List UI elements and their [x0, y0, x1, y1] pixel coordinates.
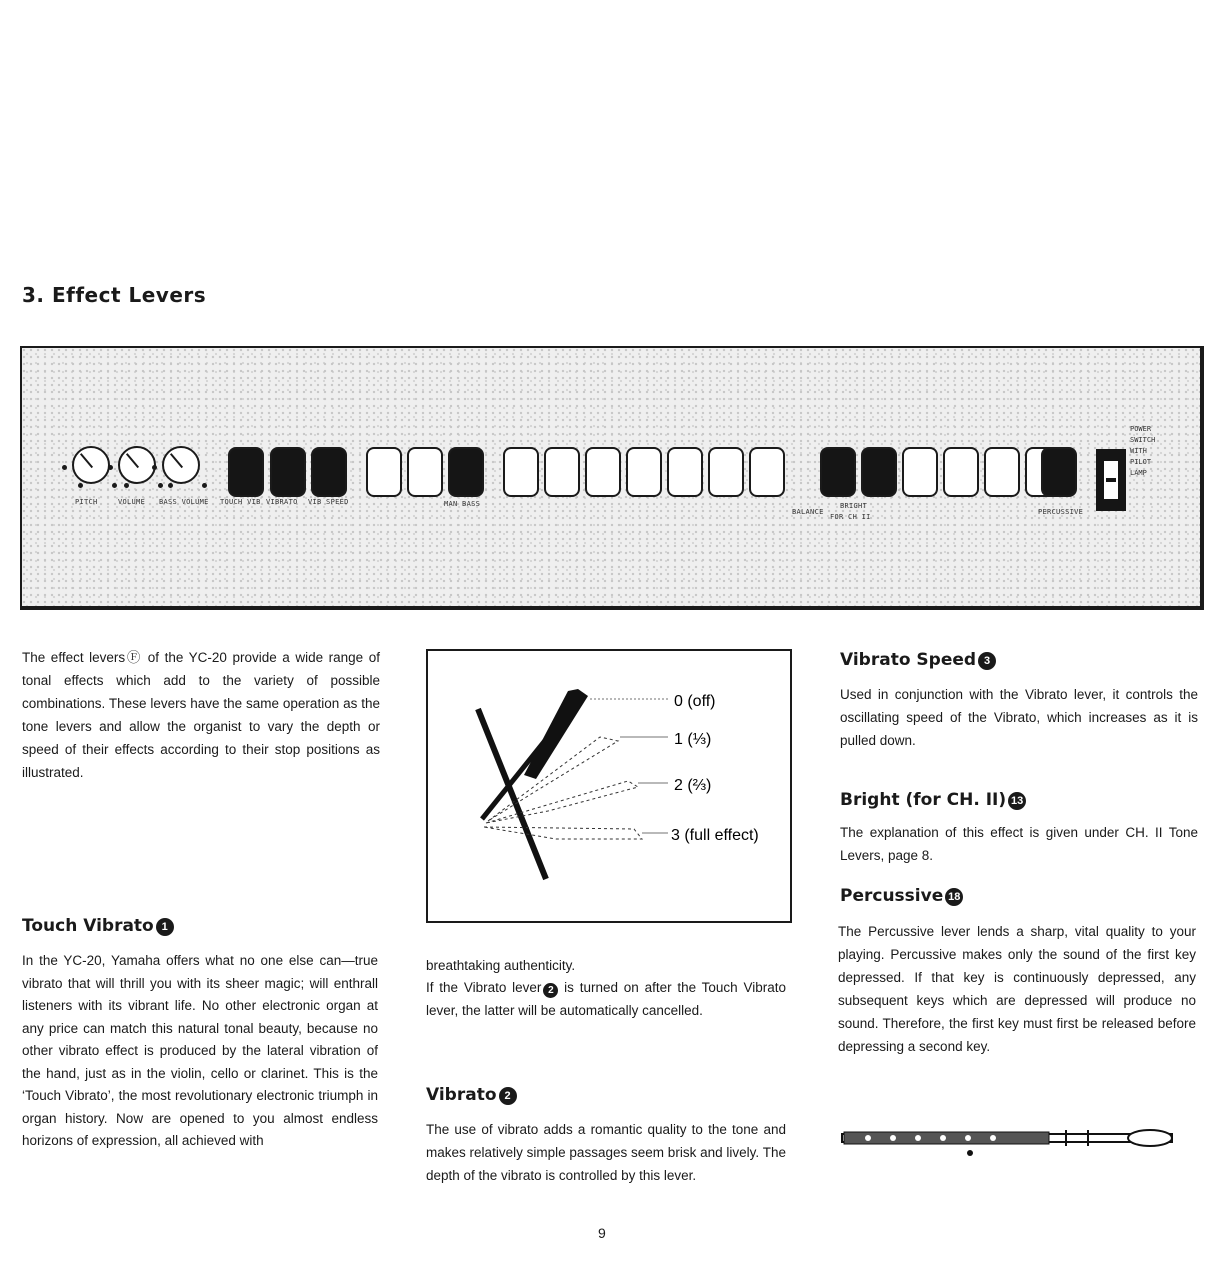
effect-lever	[503, 447, 539, 497]
flute-illustration	[838, 1124, 1178, 1160]
knob-pointer	[80, 453, 93, 468]
lever-ghost-3	[484, 827, 642, 839]
number-badge: 13	[1008, 792, 1026, 810]
effect-lever	[861, 447, 897, 497]
effect-lever	[943, 447, 979, 497]
label-pitch: PITCH	[75, 498, 98, 506]
effect-lever	[544, 447, 580, 497]
vibrato-speed-heading	[840, 650, 996, 670]
label-volume: VOLUME	[118, 498, 146, 506]
note-text-end: is turned on after the Touch Vibrato lever, the latter will be automatically cancelled.	[426, 980, 787, 1018]
effect-lever	[407, 447, 443, 497]
percussive-heading	[840, 886, 963, 906]
number-badge: 18	[945, 888, 963, 906]
rotary-knob	[162, 446, 200, 484]
knob-pointer	[170, 453, 183, 468]
power-switch	[1096, 449, 1126, 511]
effect-lever	[820, 447, 856, 497]
knob-scale-dot	[168, 483, 173, 488]
vibrato-speed-title: Vibrato Speed	[840, 650, 977, 670]
knob-scale-dot	[152, 465, 157, 470]
power-label-line: PILOT	[1130, 458, 1152, 466]
effect-lever	[902, 447, 938, 497]
effect-lever	[667, 447, 703, 497]
vibrato-title: Vibrato	[426, 1085, 497, 1105]
knob-scale-dot	[78, 483, 83, 488]
effect-lever	[585, 447, 621, 497]
power-label-line: POWER	[1130, 425, 1152, 433]
vibrato-speed-paragraph: Used in conjunction with the Vibrato lever, it controls the oscillating speed of the Vibrato, which increases as it is pulled down.	[840, 687, 1198, 748]
lever-diagram-svg	[428, 651, 790, 921]
label-bass-volume: BASS VOLUME	[159, 498, 209, 506]
number-badge: 1	[156, 918, 174, 936]
power-label-line: WITH	[1130, 447, 1147, 455]
rotary-knob	[118, 446, 156, 484]
touch-vibrato-continuation: breathtaking authenticity.	[426, 958, 576, 973]
label-bright: BRIGHT	[840, 502, 868, 510]
rotary-knob	[72, 446, 110, 484]
position-label-0: 0 (off)	[674, 693, 716, 710]
vibrato-paragraph: The use of vibrato adds a romantic quality to the tone and makes relatively simple passages seem brisk and lively. The depth of the vibrato is controlled by this lever.	[426, 1122, 786, 1183]
effect-lever	[366, 447, 402, 497]
vibrato-cancel-note	[426, 976, 786, 1022]
label-vibrato: VIBRATO	[266, 498, 298, 506]
knob-pointer	[126, 453, 139, 468]
knob-scale-dot	[202, 483, 207, 488]
note-text-start: If the Vibrato lever	[426, 980, 542, 995]
effect-lever	[708, 447, 744, 497]
label-balance: BALANCE	[792, 508, 824, 516]
label-touch-vib: TOUCH VIB	[220, 498, 261, 506]
effect-lever	[626, 447, 662, 497]
power-label-line: LAMP	[1130, 469, 1147, 477]
effect-lever	[228, 447, 264, 497]
number-badge: 2	[543, 983, 558, 998]
touch-vibrato-title: Touch Vibrato	[22, 916, 154, 936]
touch-vibrato-paragraph: In the YC-20, Yamaha offers what no one else can—true vibrato that will thrill you with its sheer magic; will enthrall listeners with its vibrant life. No other electronic organ at any price can match this natural tonal beauty, because no other vibrato effect is produced by the lateral vibration of the hand, just as in the violin, cello or clarinet. This is the ‘Touch Vibrato’, the most revolutionary electronic triumph in organ history. Now are opened to you almost endless horizons of expression, all achieved with	[22, 953, 378, 1148]
knob-scale-dot	[112, 483, 117, 488]
label-percussive: PERCUSSIVE	[1038, 508, 1084, 516]
effect-lever	[448, 447, 484, 497]
label-man-bass: MAN BASS	[444, 500, 481, 508]
knob-scale-dot	[124, 483, 129, 488]
bright-title: Bright (for CH. II)	[840, 790, 1007, 810]
effect-lever	[311, 447, 347, 497]
power-label	[1130, 424, 1155, 479]
page-number: 9	[598, 1225, 606, 1241]
knob-scale-dot	[62, 465, 67, 470]
touch-vibrato-heading	[22, 916, 174, 936]
knob-scale-dot	[158, 483, 163, 488]
label-for-ch: FOR CH II	[830, 513, 871, 521]
knob-scale-dot	[108, 465, 113, 470]
intro-paragraph: The effect leversⒻ of the YC-20 provide a wide range of tonal effects which add to the variety of possible combinations. These levers have the same operation as the tone levers and allow the organist to vary the depth or speed of their effects according to their stop positions as illustrated.	[22, 650, 380, 780]
percussive-paragraph: The Percussive lever lends a sharp, vital quality to your playing. Percussive makes only the sound of the first key depressed. If that key is continuously depressed, any subsequent keys which are depressed will produce no sound. Therefore, the first key must first be released before depressing a second key.	[838, 924, 1196, 1054]
position-label-2: 2 (⅔)	[674, 777, 712, 794]
section-title: 3. Effect Levers	[22, 283, 207, 307]
lever-slot-line	[478, 709, 546, 879]
percussive-title: Percussive	[840, 886, 944, 906]
effect-lever	[270, 447, 306, 497]
number-badge: 3	[978, 652, 996, 670]
position-label-1: 1 (⅓)	[674, 731, 712, 748]
effect-lever	[749, 447, 785, 497]
rocker-switch	[1104, 461, 1118, 499]
bright-paragraph: The explanation of this effect is given under CH. II Tone Levers, page 8.	[840, 825, 1198, 863]
vibrato-heading	[426, 1085, 517, 1105]
lever-position-diagram	[426, 649, 792, 923]
effect-lever	[1041, 447, 1077, 497]
label-vib-speed: VIB SPEED	[308, 498, 349, 506]
effect-lever	[984, 447, 1020, 497]
bright-heading	[840, 790, 1026, 810]
number-badge: 2	[499, 1087, 517, 1105]
position-label-3: 3 (full effect)	[671, 827, 759, 844]
power-label-line: SWITCH	[1130, 436, 1156, 444]
